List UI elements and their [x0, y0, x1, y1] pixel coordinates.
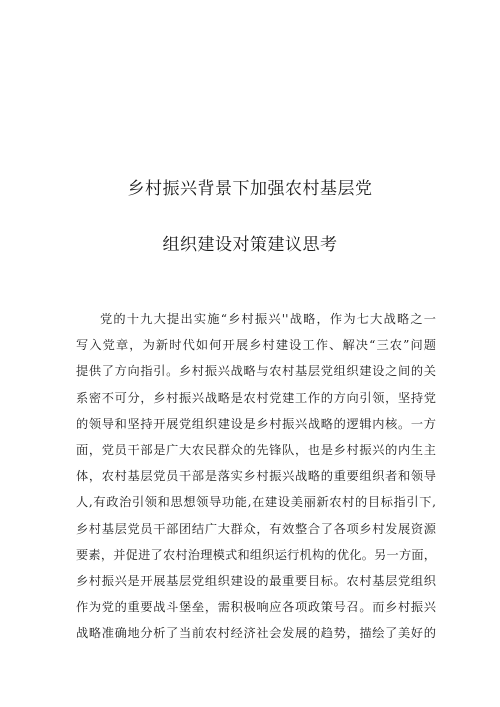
paragraph-line: 党的十九大提出实施“乡村振兴''战略，作为七大战略之一	[100, 312, 436, 326]
paragraph-line: 提供了方向指引。乡村振兴战略与农村基层党组织建设之间的关	[76, 364, 436, 379]
paragraph-line: 乡村振兴是开展基层党组织建设的最重要目标。农村基层党组织	[76, 573, 436, 588]
paragraph-line: 作为党的重要战斗堡垒，需积极响应各项政策号召。而乡村振兴	[76, 600, 436, 615]
paragraph-line: 写入党章，为新时代如何开展乡村建设工作、解决“三农”问题	[76, 338, 436, 353]
paragraph-line: 的领导和坚持开展党组织建设是乡村振兴战略的逻辑内核。一方	[76, 416, 436, 431]
paragraph-line: 要素，并促进了农村治理模式和组织运行机构的优化。另一方面，	[76, 547, 436, 562]
document-title-line-2: 组织建设对策建议思考	[162, 235, 338, 255]
paragraph-line: 乡村基层党员干部团结广大群众，有效整合了各项乡村发展资源	[76, 521, 436, 536]
paragraph-line: 系密不可分，乡村振兴战略是农村党建工作的方向引领，坚持党	[76, 390, 436, 405]
paragraph-line: 体，农村基层党员干部是落实乡村振兴战略的重要组织者和领导	[76, 469, 436, 484]
paragraph-line: 面，党员干部是广大农民群众的先锋队，也是乡村振兴的内生主	[76, 442, 436, 457]
document-title-line-1: 乡村振兴背景下加强农村基层党	[127, 179, 373, 199]
paragraph-line: 人,有政治引领和思想领导功能,在建设美丽新农村的目标指引下,	[76, 495, 436, 510]
paragraph-line: 战略准确地分析了当前农村经济社会发展的趋势，描绘了美好的	[76, 626, 436, 641]
body-paragraph	[76, 306, 436, 646]
